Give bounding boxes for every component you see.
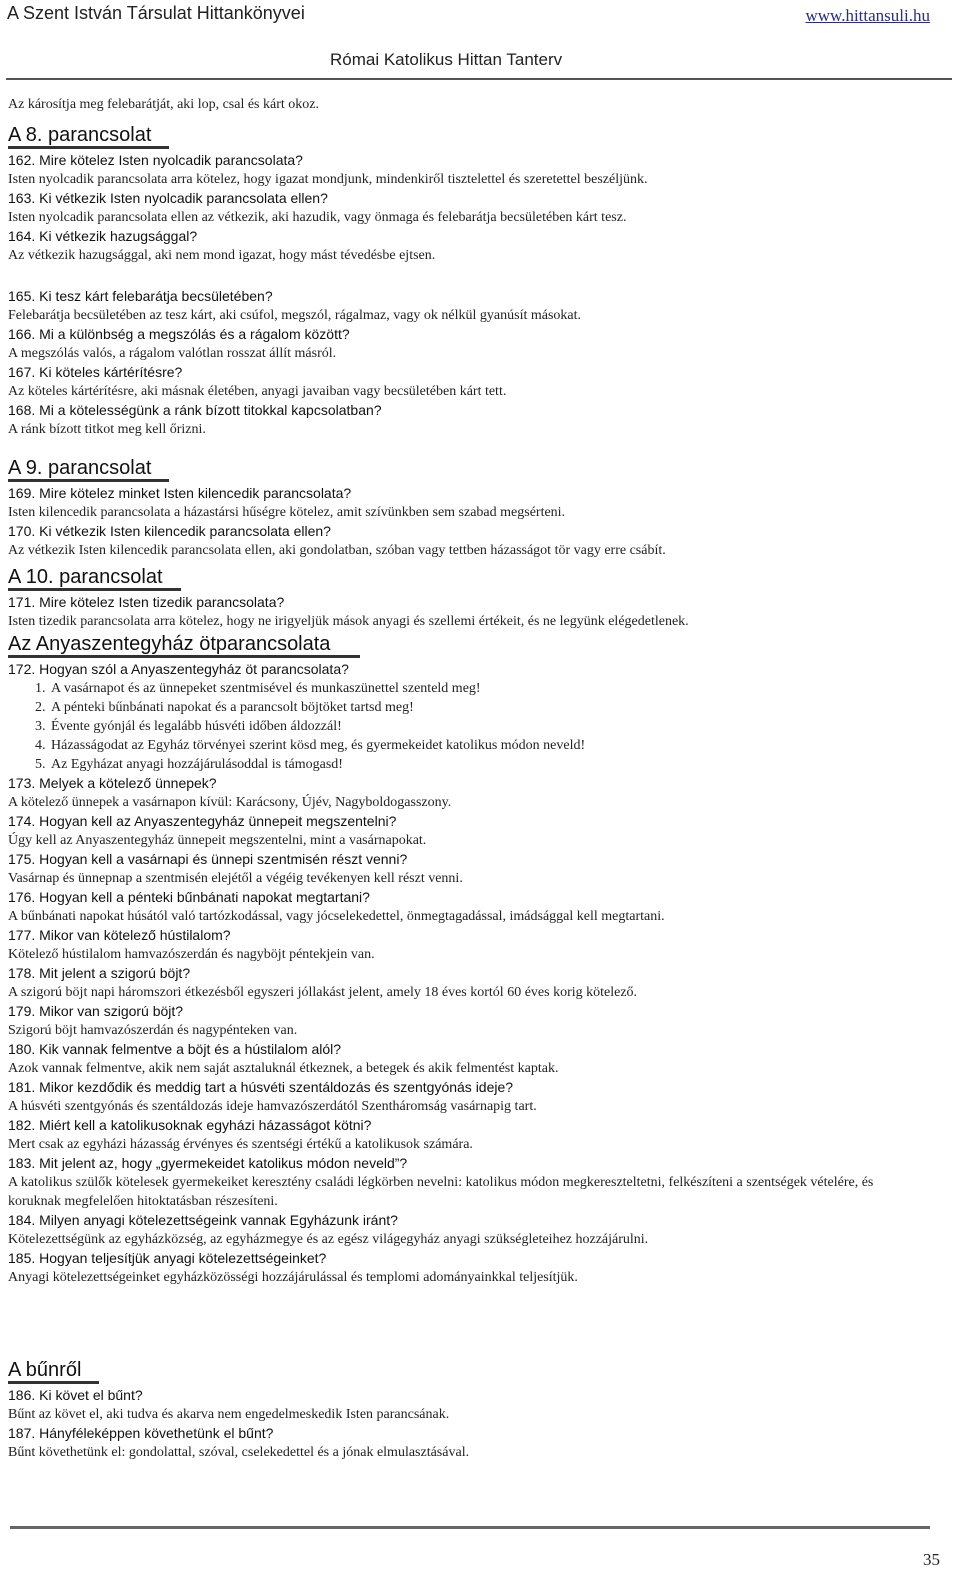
answer: Kötelező hústilalom hamvazószerdán és nagyböjt péntekjein van. bbox=[8, 947, 375, 962]
answer: Bűnt követhetünk el: gondolattal, szóval, cselekedettel és a jónak elmulasztásával. bbox=[8, 1445, 470, 1460]
question: 168. Mi a kötelességünk a ránk bízott titokkal kapcsolatban? bbox=[8, 402, 382, 418]
list-item: 2. A pénteki bűnbánati napokat és a parancsolt böjtöket tartsd meg! bbox=[49, 698, 948, 717]
answer: A szigorú böjt napi háromszori étkezésből egyszeri jóllakást jelent, amely 18 éves kortól 60 éves korig kötelező. bbox=[8, 985, 638, 1000]
question: 169. Mire kötelez minket Isten kilencedik parancsolata? bbox=[8, 485, 352, 501]
section-heading-10: A 10. parancsolat bbox=[8, 566, 181, 591]
answer: Az köteles kártérítésre, aki másnak életében, anyagi javaiban vagy becsületében kárt tett. bbox=[8, 384, 507, 399]
document-body bbox=[8, 95, 948, 1462]
question: 187. Hányféleképpen követhetünk el bűnt? bbox=[8, 1425, 274, 1441]
answer: A katolikus szülők kötelesek gyermekeiket keresztény családi légkörben nevelni: katolikus módon megkereszteltetni, felkészíteni a szentségek vételére, és koruknak megfelelően hitoktatásban részesíteni. bbox=[8, 1175, 874, 1209]
section-heading-church: Az Anyaszentegyház ötparancsolata bbox=[8, 633, 360, 658]
header-divider bbox=[6, 78, 952, 80]
answer: Felebarátja becsületében az tesz kárt, aki csúfol, megszól, rágalmaz, vagy ok nélkül gyanúsít másokat. bbox=[8, 308, 582, 323]
question: 179. Mikor van szigorú böjt? bbox=[8, 1003, 184, 1019]
question: 181. Mikor kezdődik és meddig tart a húsvéti szentáldozás és szentgyónás ideje? bbox=[8, 1079, 514, 1095]
footer-divider bbox=[10, 1526, 930, 1529]
page-number: 35 bbox=[923, 1550, 940, 1569]
answer: A húsvéti szentgyónás és szentáldozás ideje hamvazószerdától Szentháromság vasárnapig tart. bbox=[8, 1099, 537, 1114]
question: 164. Ki vétkezik hazugsággal? bbox=[8, 228, 198, 244]
question: 170. Ki vétkezik Isten kilencedik parancsolata ellen? bbox=[8, 523, 331, 539]
answer: Az vétkezik Isten kilencedik parancsolata ellen, aki gondolatban, szóban vagy tettben házasságot tör vagy erre csábít. bbox=[8, 543, 666, 558]
question: 165. Ki tesz kárt felebarátja becsületében? bbox=[8, 288, 273, 304]
answer: Szigorú böjt hamvazószerdán és nagypénteken van. bbox=[8, 1023, 298, 1038]
question: 183. Mit jelent az, hogy „gyermekeidet katolikus módon neveld”? bbox=[8, 1155, 408, 1171]
spacer bbox=[8, 265, 948, 287]
question: 173. Melyek a kötelező ünnepek? bbox=[8, 775, 217, 791]
list-item: 3. Évente gyónjál és legalább húsvéti időben áldozzál! bbox=[49, 717, 948, 736]
answer: Isten nyolcadik parancsolata arra kötelez, hogy igazat mondjunk, mindenkiről tisztelettel és szeretettel beszéljünk. bbox=[8, 172, 648, 187]
question: 166. Mi a különbség a megszólás és a rágalom között? bbox=[8, 326, 350, 342]
list-item: 1. A vasárnapot és az ünnepeket szentmisével és munkaszünettel szenteld meg! bbox=[49, 679, 948, 698]
section-heading-9: A 9. parancsolat bbox=[8, 457, 169, 482]
answer: Kötelezettségünk az egyházközség, az egyházmegye és az egész világegyház anyagi szükségleteihez hozzájárulni. bbox=[8, 1232, 649, 1247]
question: 174. Hogyan kell az Anyaszentegyház ünnepeit megszentelni? bbox=[8, 813, 397, 829]
question: 163. Ki vétkezik Isten nyolcadik parancsolata ellen? bbox=[8, 190, 328, 206]
section-heading-8: A 8. parancsolat bbox=[8, 124, 169, 149]
question: 178. Mit jelent a szigorú böjt? bbox=[8, 965, 191, 981]
answer: A ránk bízott titkot meg kell őrizni. bbox=[8, 422, 206, 437]
question: 172. Hogyan szól a Anyaszentegyház öt parancsolata? bbox=[8, 661, 349, 677]
question: 162. Mire kötelez Isten nyolcadik parancsolata? bbox=[8, 152, 303, 168]
answer: Isten nyolcadik parancsolata ellen az vétkezik, aki hazudik, vagy önmaga és felebarátja becsületében kárt tesz. bbox=[8, 210, 627, 225]
answer: Anyagi kötelezettségeinket egyházközösségi hozzájárulással és templomi adományainkkal teljesítjük. bbox=[8, 1270, 578, 1285]
question: 171. Mire kötelez Isten tizedik parancsolata? bbox=[8, 594, 285, 610]
question: 185. Hogyan teljesítjük anyagi kötelezettségeinket? bbox=[8, 1250, 327, 1266]
answer: Mert csak az egyházi házasság érvényes és szentségi értékű a katolikusok számára. bbox=[8, 1137, 473, 1152]
question: 186. Ki követ el bűnt? bbox=[8, 1387, 143, 1403]
answer: Az vétkezik hazugsággal, aki nem mond igazat, hogy mást tévedésbe ejtsen. bbox=[8, 248, 436, 263]
list-item: 5. Az Egyházat anyagi hozzájárulásoddal is támogasd! bbox=[49, 755, 948, 774]
section-heading-sin: A bűnről bbox=[8, 1359, 99, 1384]
answer: A kötelező ünnepek a vasárnapon kívül: Karácsony, Újév, Nagyboldogasszony. bbox=[8, 795, 452, 810]
question: 180. Kik vannak felmentve a böjt és a hústilalom alól? bbox=[8, 1041, 342, 1057]
answer: Vasárnap és ünnepnap a szentmisén elejétől a végéig tevékenyen kell részt venni. bbox=[8, 871, 463, 886]
answer: A bűnbánati napokat húsától való tartózkodással, vagy jócselekedettel, önmegtagadással, imádsággal kell megtartani. bbox=[8, 909, 665, 924]
question: 167. Ki köteles kártérítésre? bbox=[8, 364, 183, 380]
question: 177. Mikor van kötelező hústilalom? bbox=[8, 927, 231, 943]
intro-line: Az károsítja meg felebarátját, aki lop, csal és kárt okoz. bbox=[8, 97, 319, 112]
answer: Úgy kell az Anyaszentegyház ünnepeit megszentelni, mint a vasárnapokat. bbox=[8, 833, 427, 848]
question: 182. Miért kell a katolikusoknak egyházi házasságot kötni? bbox=[8, 1117, 372, 1133]
question: 176. Hogyan kell a pénteki bűnbánati napokat megtartani? bbox=[8, 889, 370, 905]
question: 175. Hogyan kell a vasárnapi és ünnepi szentmisén részt venni? bbox=[8, 851, 408, 867]
answer: Azok vannak felmentve, akik nem saját asztaluknál étkeznek, a betegek és akik felmentést kaptak. bbox=[8, 1061, 559, 1076]
question: 184. Milyen anyagi kötelezettségeink vannak Egyházunk iránt? bbox=[8, 1212, 398, 1228]
header-title: A Szent István Társulat Hittankönyvei bbox=[7, 3, 305, 23]
header-subtitle: Római Katolikus Hittan Tanterv bbox=[330, 50, 563, 69]
header-url-link[interactable]: www.hittansuli.hu bbox=[805, 6, 930, 25]
answer: Isten tizedik parancsolata arra kötelez, hogy ne irigyeljük mások anyagi és szellemi értékeit, és ne legyünk elégedetlenek. bbox=[8, 614, 689, 629]
answer: Isten kilencedik parancsolata a házastársi hűségre kötelez, amit szívünkben sem szabad megsérteni. bbox=[8, 505, 566, 520]
list-item: 4. Házasságodat az Egyház törvényei szerint kösd meg, és gyermekeidet katolikus módon neveld! bbox=[49, 736, 948, 755]
answer: A megszólás valós, a rágalom valótlan rosszat állít másról. bbox=[8, 346, 337, 361]
answer: Bűnt az követ el, aki tudva és akarva nem engedelmeskedik Isten parancsának. bbox=[8, 1407, 450, 1422]
church-commandments-list bbox=[8, 679, 948, 774]
